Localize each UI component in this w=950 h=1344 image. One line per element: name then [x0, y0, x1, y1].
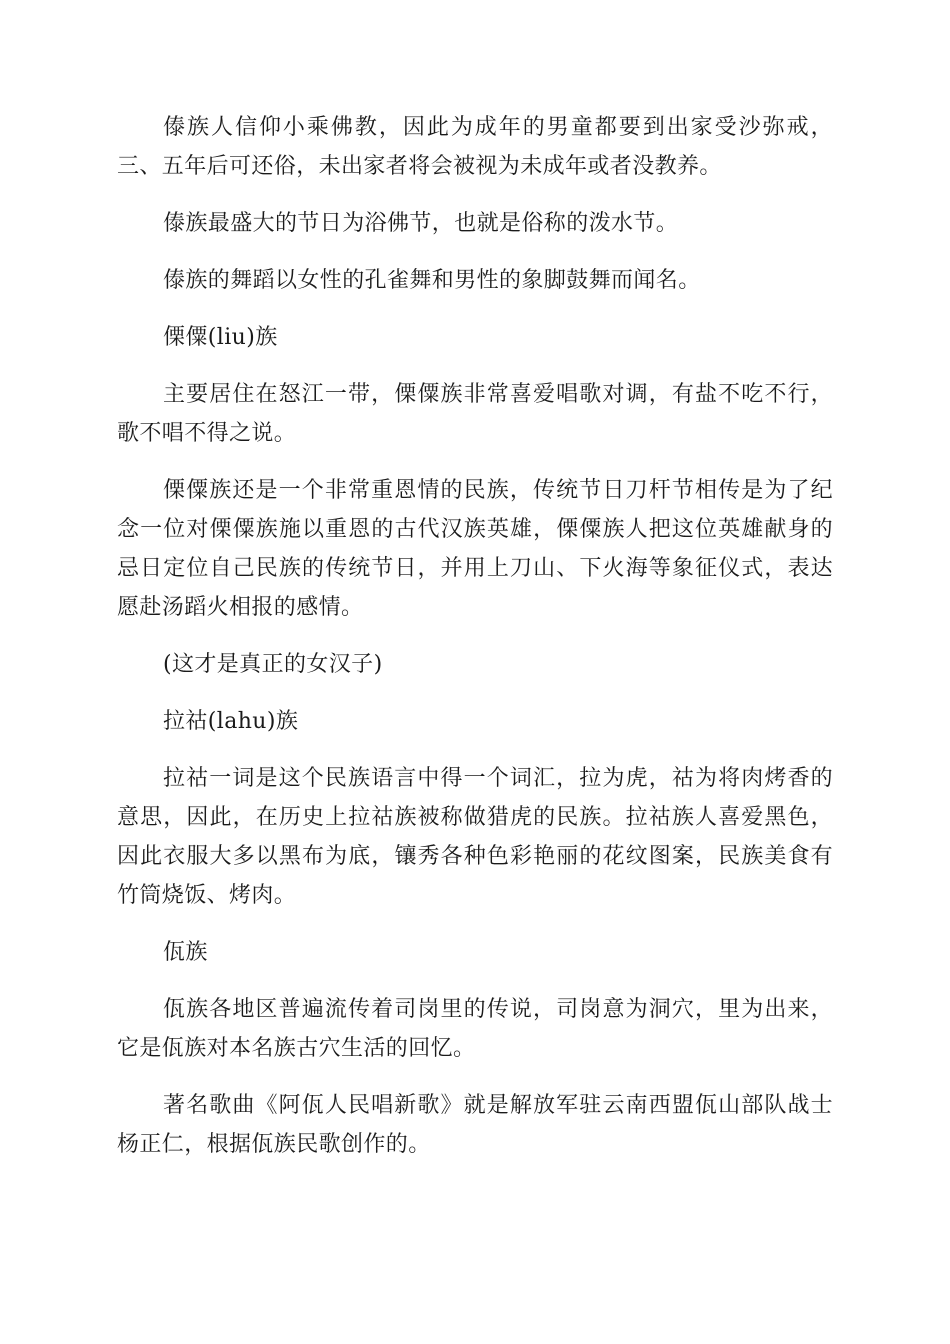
paragraph-lisu-festival: 傈僳族还是一个非常重恩情的民族，传统节日刀杆节相传是为了纪念一位对傈僳族施以重恩的古代汉族英雄，傈僳族人把这位英雄献身的忌日定位自己民族的传统节日，并用上刀山、下火海等象征仪式，表达愿赴汤蹈火相报的感情。	[117, 478, 833, 620]
section-heading-lisu: 傈僳(liu)族	[163, 325, 278, 350]
section-heading-wa: 佤族	[163, 940, 208, 965]
paragraph-wa-song: 著名歌曲《阿佤人民唱新歌》就是解放军驻云南西盟佤山部队战士杨正仁，根据佤族民歌创作的。	[117, 1093, 833, 1157]
paragraph-lisu-note: (这才是真正的女汉子)	[163, 652, 383, 677]
paragraph-lahu-description: 拉祜一词是这个民族语言中得一个词汇，拉为虎，祜为将肉烤香的意思，因此，在历史上拉祜族被称做猎虎的民族。拉祜族人喜爱黑色，因此衣服大多以黑布为底，镶秀各种色彩艳丽的花纹图案，民族美食有竹筒烧饭、烤肉。	[117, 766, 833, 908]
document-body	[117, 108, 833, 1182]
paragraph-dai-religion: 傣族人信仰小乘佛教，因此为成年的男童都要到出家受沙弥戒，三、五年后可还俗，未出家者将会被视为未成年或者没教养。	[117, 115, 833, 179]
paragraph-lisu-residence: 主要居住在怒江一带，傈僳族非常喜爱唱歌对调，有盐不吃不行，歌不唱不得之说。	[117, 382, 833, 446]
section-heading-lahu: 拉祜(lahu)族	[163, 709, 299, 734]
paragraph-dai-dance: 傣族的舞蹈以女性的孔雀舞和男性的象脚鼓舞而闻名。	[163, 268, 701, 293]
paragraph-dai-festival: 傣族最盛大的节日为浴佛节，也就是俗称的泼水节。	[163, 211, 679, 236]
paragraph-wa-legend: 佤族各地区普遍流传着司岗里的传说，司岗意为洞穴，里为出来，它是佤族对本名族古穴生活的回忆。	[117, 997, 833, 1061]
